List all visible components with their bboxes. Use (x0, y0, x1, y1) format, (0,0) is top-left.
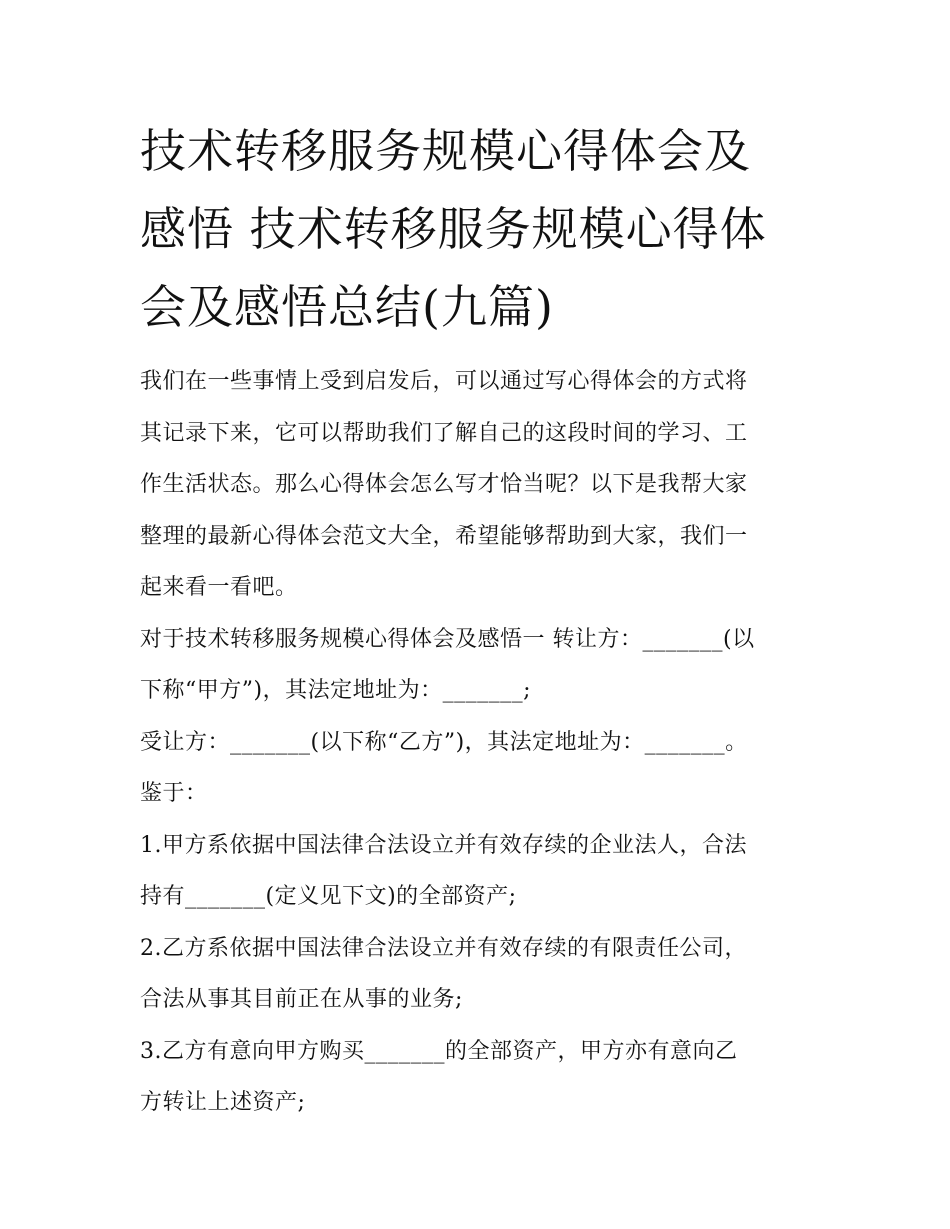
document-body (140, 356, 830, 1129)
body-line: 3.乙方有意向甲方购买_______的全部资产，甲方亦有意向乙 (140, 1038, 738, 1064)
document-title (140, 112, 820, 346)
body-line: 下称“甲方”)，其法定地址为：_______; (140, 678, 531, 703)
body-line: 合法从事其目前正在从事的业务; (140, 987, 463, 1012)
body-line: 其记录下来，它可以帮助我们了解自己的这段时间的学习、工 (140, 420, 748, 446)
body-line: 鉴于： (140, 781, 208, 806)
body-line: 方转让上述资产; (140, 1090, 306, 1115)
body-line: 起来看一看吧。 (140, 575, 298, 600)
body-line: 整理的最新心得体会范文大全，希望能够帮助到大家，我们一 (140, 523, 748, 549)
title-line-2: 感悟 技术转移服务规模心得体 (140, 202, 767, 256)
body-line: 受让方：_______(以下称“乙方”)，其法定地址为：_______。 (140, 729, 748, 755)
title-line-3: 会及感悟总结(九篇) (140, 280, 554, 334)
body-line: 1.甲方系依据中国法律合法设立并有效存续的企业法人，合法 (140, 832, 747, 858)
body-line: 作生活状态。那么心得体会怎么写才恰当呢？以下是我帮大家 (140, 472, 748, 497)
body-line: 对于技术转移服务规模心得体会及感悟一 转让方：_______(以 (140, 626, 755, 652)
body-line: 2.乙方系依据中国法律合法设立并有效存续的有限责任公司， (140, 935, 747, 961)
title-line-1: 技术转移服务规模心得体会及 (140, 124, 751, 178)
body-line: 我们在一些事情上受到启发后，可以通过写心得体会的方式将 (140, 369, 748, 394)
body-line: 持有_______(定义见下文)的全部资产; (140, 884, 517, 909)
